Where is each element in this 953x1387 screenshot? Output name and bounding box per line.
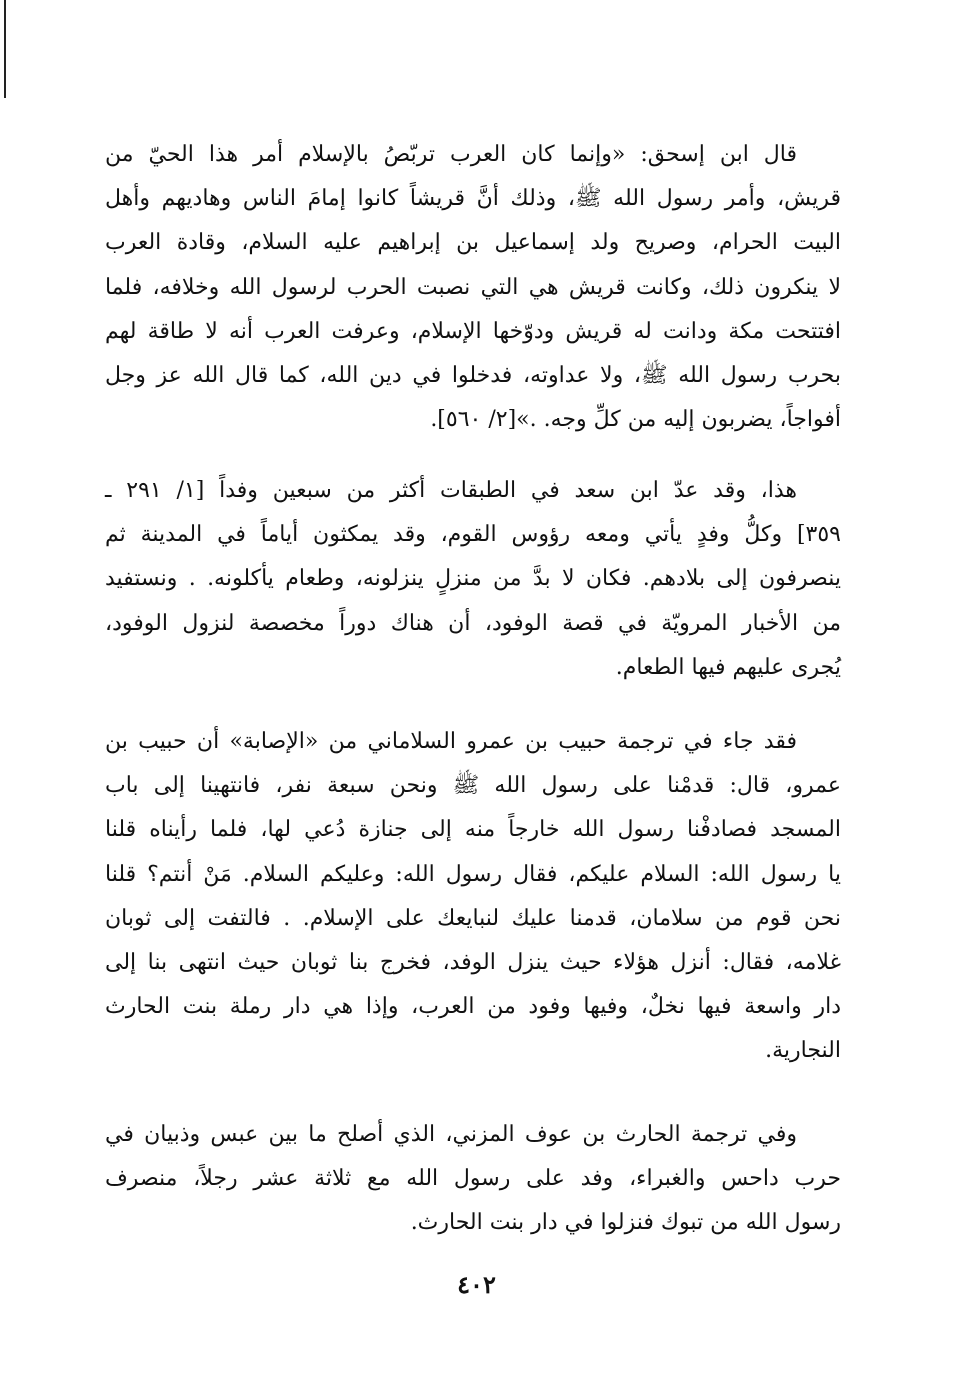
- paragraph-habib-ibn-amr: [105, 720, 841, 1074]
- text-line: يُجرى عليهم فيها الطعام.: [615, 654, 841, 680]
- text-line: ينصرفون إلى بلادهم. فكان لا بدَّ من منزلٍ ينزلونه، وطعام يأكلونه. . ونستفيد: [105, 566, 841, 592]
- text-line: من الأخبار المرويّة في قصة الوفود، أن هناك دوراً مخصصة لنزول الوفود،: [105, 610, 841, 636]
- text-line: لا ينكرون ذلك، وكانت قريش هي التي نصبت الحرب لرسول الله وخلافه، فلما: [105, 274, 841, 300]
- text-line: المسجد فصادفْنا رسول الله خارجاً منه إلى جنازة دُعي لها، فلما رأيناه قلنا: [105, 817, 841, 843]
- text-line: رسول الله من تبوك فنزلوا في دار بنت الحارث.: [410, 1210, 841, 1236]
- text-line: قريش، وأمر رسول الله ﷺ، وذلك أنَّ قريشاً كانوا إمامَ الناس وهاديهم وأهل: [105, 186, 841, 212]
- text-line: فقد جاء في ترجمة حبيب بن عمرو السلاماني من «الإصابة» أن حبيب بن: [105, 729, 797, 754]
- page-number: ٤٠٢: [457, 1270, 496, 1299]
- text-line: هذا، وقد عدّ ابن سعد في الطبقات أكثر من سبعين وفداً [١/ ٢٩١ ـ: [105, 478, 798, 503]
- text-line: بحرب رسول الله ﷺ، ولا عداوته، فدخلوا في دين الله، كما قال الله عز وجل: [105, 363, 841, 389]
- text-line: افتتحت مكة ودانت له قريش ودوّخها الإسلام، وعرفت العرب أنه لا طاقة لهم: [105, 318, 841, 344]
- text-line: قال ابن إسحق: «وإنما كان العرب تربّصُ بالإسلام أمر هذا الحيّ من: [105, 142, 797, 167]
- text-line: ٣٥٩] وكلُّ وفدٍ يأتي ومعه رؤوس القوم، وقد يمكثون أياماً في المدينة ثم: [105, 522, 841, 548]
- text-line: حرب داحس والغبراء، وفد على رسول الله مع ثلاثة عشر رجلاً، منصرف: [105, 1166, 841, 1192]
- text-line: عمرو، قال: قدمْنا على رسول الله ﷺ ونحن سبعة نفر، فانتهينا إلى باب: [105, 773, 841, 799]
- text-line: دار واسعة فيها نخلٌ، وفيها وفود من العرب، وإذا هي دار رملة بنت الحارث: [105, 994, 841, 1020]
- text-line: وفي ترجمة الحارث بن عوف المزني، الذي أصلح ما بين عبس وذبيان في: [105, 1122, 797, 1147]
- text-line: البيت الحرام، وصريح ولد إسماعيل بن إبراهيم عليه السلام، وقادة العرب: [105, 230, 841, 256]
- text-line: نحن قوم من سلامان، قدمنا عليك لنبايعك على الإسلام. . فالتفت إلى ثوبان: [105, 905, 841, 931]
- paragraph-ibn-saad: [105, 469, 841, 690]
- paragraph-ibn-ishaq: [105, 133, 841, 442]
- page-edge-line: [4, 0, 6, 98]
- text-line: النجارية.: [765, 1038, 841, 1064]
- text-line: يا رسول الله: السلام عليكم، فقال رسول الله: وعليكم السلام. مَنْ أنتم؟ قلنا: [105, 861, 841, 887]
- text-line: غلامه، فقال: أنزل هؤلاء حيث ينزل الوفد، فخرج بنا ثوبان حيث انتهى بنا إلى: [105, 950, 841, 976]
- text-line: أفواجاً، يضربون إليه من كلِّ وجه. .»[٢/ ٥٦٠].: [430, 407, 841, 433]
- paragraph-harith-ibn-awf: [105, 1113, 841, 1246]
